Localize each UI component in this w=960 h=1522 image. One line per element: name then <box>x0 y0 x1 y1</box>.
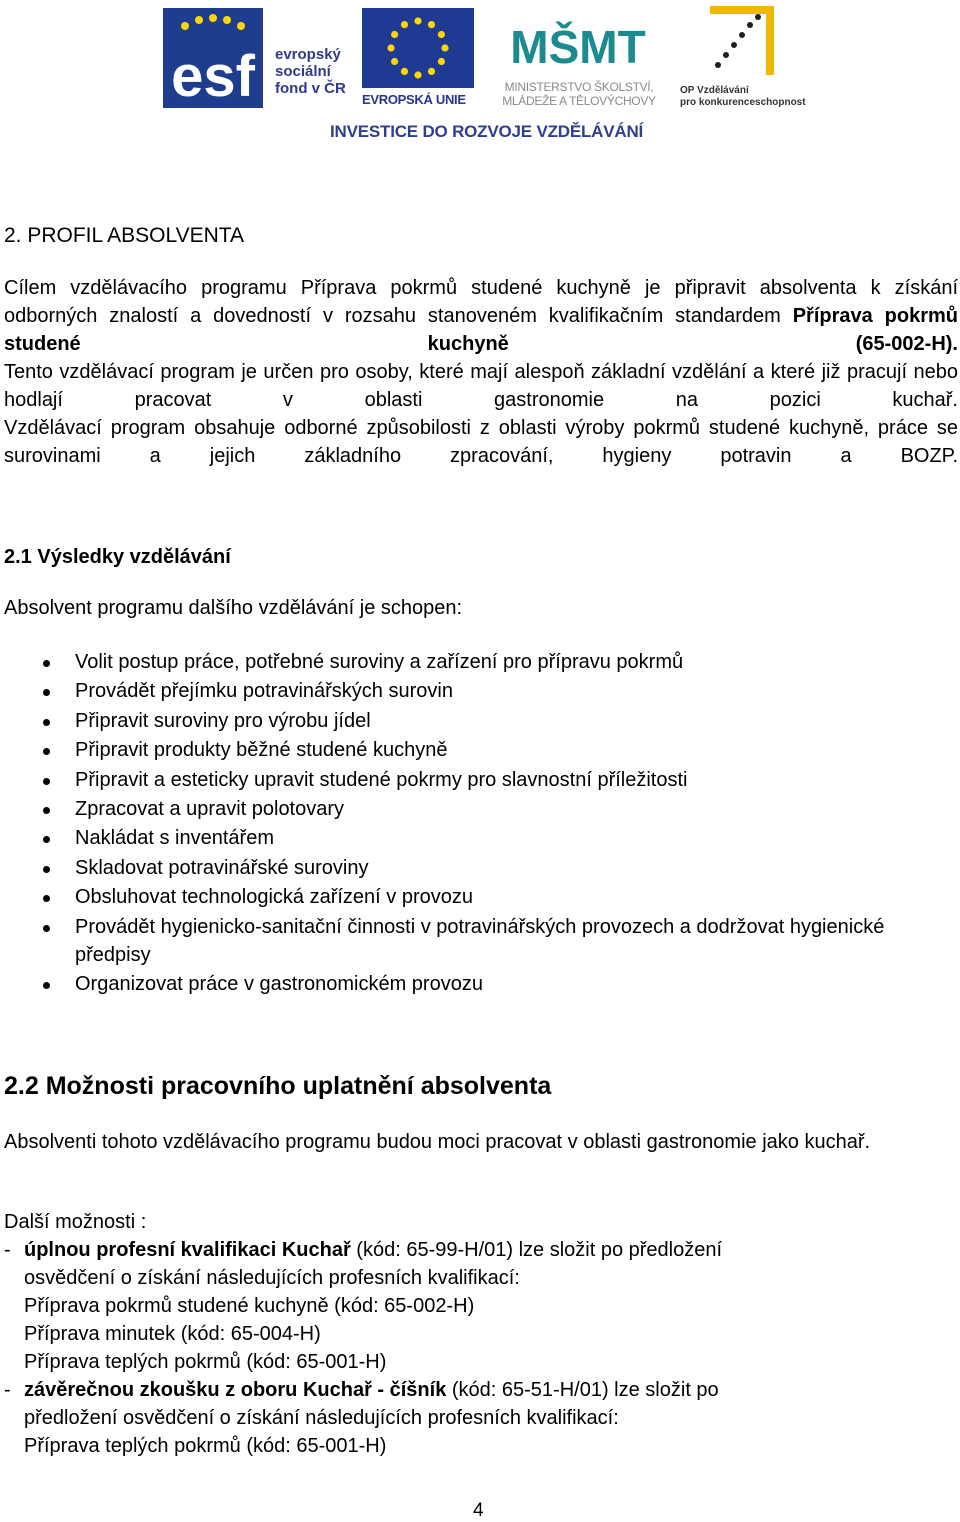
option-line-2: předložení osvědčení o získání následujících profesních kvalifikací: <box>24 1407 619 1429</box>
intro-text: Cílem vzdělávacího programu Příprava pokrmů studené kuchyně je připravit absolventa k získání odborných znalostí a dovedností v rozsahu stanoveném kvalifikačním standardem <box>4 277 958 327</box>
section-title: 2. PROFIL ABSOLVENTA <box>4 224 245 247</box>
bullet-icon <box>43 866 50 873</box>
bullet-icon <box>43 895 50 902</box>
esf-line1: evropský <box>275 46 341 63</box>
bullet-icon <box>43 748 50 755</box>
slogan: INVESTICE DO ROZVOJE VZDĚLÁVÁNÍ <box>330 122 644 141</box>
esf-text <box>275 46 346 97</box>
bullet-icon <box>43 689 50 696</box>
qualification-item: Příprava teplých pokrmů (kód: 65-001-H) <box>24 1435 387 1457</box>
esf-flag-icon <box>163 8 263 108</box>
list-item: Zpracovat a upravit polotovary <box>4 795 958 824</box>
esf-line2: sociální <box>275 63 331 80</box>
list-item: Nakládat s inventářem <box>4 824 958 853</box>
intro-paragraph-2: Tento vzdělávací program je určen pro osoby, které mají alespoň základní vzdělání a které již pracují nebo hodlají pracovat v oblasti gastronomie na pozici kuchař. <box>4 361 958 411</box>
option-line-1: závěrečnou zkoušku z oboru Kuchař - číšník (kód: 65-51-H/01) lze složit po <box>24 1379 719 1401</box>
bullet-icon <box>43 660 50 667</box>
esf-logo <box>163 8 358 108</box>
option-full-qualification <box>4 1236 958 1376</box>
qualification-item: Příprava minutek (kód: 65-004-H) <box>24 1323 321 1345</box>
op-logo <box>680 5 805 110</box>
list-item: Obsluhovat technologická zařízení v provozu <box>4 883 958 912</box>
msmt-text <box>484 80 674 108</box>
eu-logo <box>362 8 476 108</box>
msmt-line2: MLÁDEŽE A TĚLOVÝCHOVY <box>502 94 656 108</box>
op-line1: OP Vzdělávání <box>680 85 749 96</box>
bullet-icon <box>43 982 50 989</box>
list-item: Provádět hygienicko-sanitační činnosti v potravinářských provozech a dodržovat hygienické předpisy <box>4 913 958 970</box>
list-item: Organizovat práce v gastronomickém provozu <box>4 970 958 999</box>
option-line-2: osvědčení o získání následujících profesních kvalifikací: <box>24 1267 520 1289</box>
qualification-item: Příprava pokrmů studené kuchyně (kód: 65-002-H) <box>24 1295 475 1317</box>
option-dash: - <box>4 1379 11 1401</box>
results-lead: Absolvent programu dalšího vzdělávání je schopen: <box>4 597 463 619</box>
op-mark-icon <box>700 5 778 80</box>
msmt-mark-text: MŠMT <box>510 21 646 73</box>
results-title: 2.1 Výsledky vzdělávání <box>4 546 231 568</box>
list-item: Provádět přejímku potravinářských surovin <box>4 677 958 706</box>
employment-title: 2.2 Možnosti pracovního uplatnění absolventa <box>4 1072 552 1100</box>
option-dash: - <box>4 1239 11 1261</box>
eu-label: EVROPSKÁ UNIE <box>362 92 466 107</box>
bullet-icon <box>43 925 50 932</box>
qualification-item: Příprava teplých pokrmů (kód: 65-001-H) <box>24 1351 387 1373</box>
list-item: Připravit a esteticky upravit studené pokrmy pro slavnostní příležitosti <box>4 766 958 795</box>
more-options-label: Další možnosti : <box>4 1211 147 1233</box>
eu-flag-icon <box>362 8 474 88</box>
list-item: Připravit produkty běžné studené kuchyně <box>4 736 958 765</box>
list-item: Skladovat potravinářské suroviny <box>4 854 958 883</box>
intro-paragraph-3: Vzdělávací program obsahuje odborné způsobilosti z oblasti výroby pokrmů studené kuchyně, práce se surovinami a jejich základního zpracování, hygieny potravin a BOZP. <box>4 417 958 467</box>
results-list <box>4 648 958 999</box>
list-item: Připravit suroviny pro výrobu jídel <box>4 707 958 736</box>
esf-line3: fond v ČR <box>275 80 346 97</box>
msmt-mark-icon <box>510 5 646 77</box>
bullet-icon <box>43 719 50 726</box>
logo-banner <box>0 0 960 150</box>
op-text <box>680 85 805 109</box>
page-number: 4 <box>473 1500 484 1521</box>
bullet-icon <box>43 807 50 814</box>
list-item: Volit postup práce, potřebné suroviny a zařízení pro přípravu pokrmů <box>4 648 958 677</box>
option-line-1: úplnou profesní kvalifikaci Kuchař (kód: 65-99-H/01) lze složit po předložení <box>24 1239 723 1261</box>
bullet-icon <box>43 778 50 785</box>
option-final-exam <box>4 1376 958 1460</box>
bullet-icon <box>43 836 50 843</box>
msmt-line1: MINISTERSTVO ŠKOLSTVÍ, <box>504 80 654 94</box>
msmt-logo <box>484 5 674 110</box>
intro-standard-name: Příprava pokrmů studené kuchyně (65-002-H). <box>4 305 959 355</box>
employment-text: Absolventi tohoto vzdělávacího programu budou moci pracovat v oblasti gastronomie jako kuchař. <box>4 1131 871 1153</box>
op-line2: pro konkurenceschopnost <box>680 97 806 108</box>
svg-text:esf: esf <box>171 44 255 109</box>
